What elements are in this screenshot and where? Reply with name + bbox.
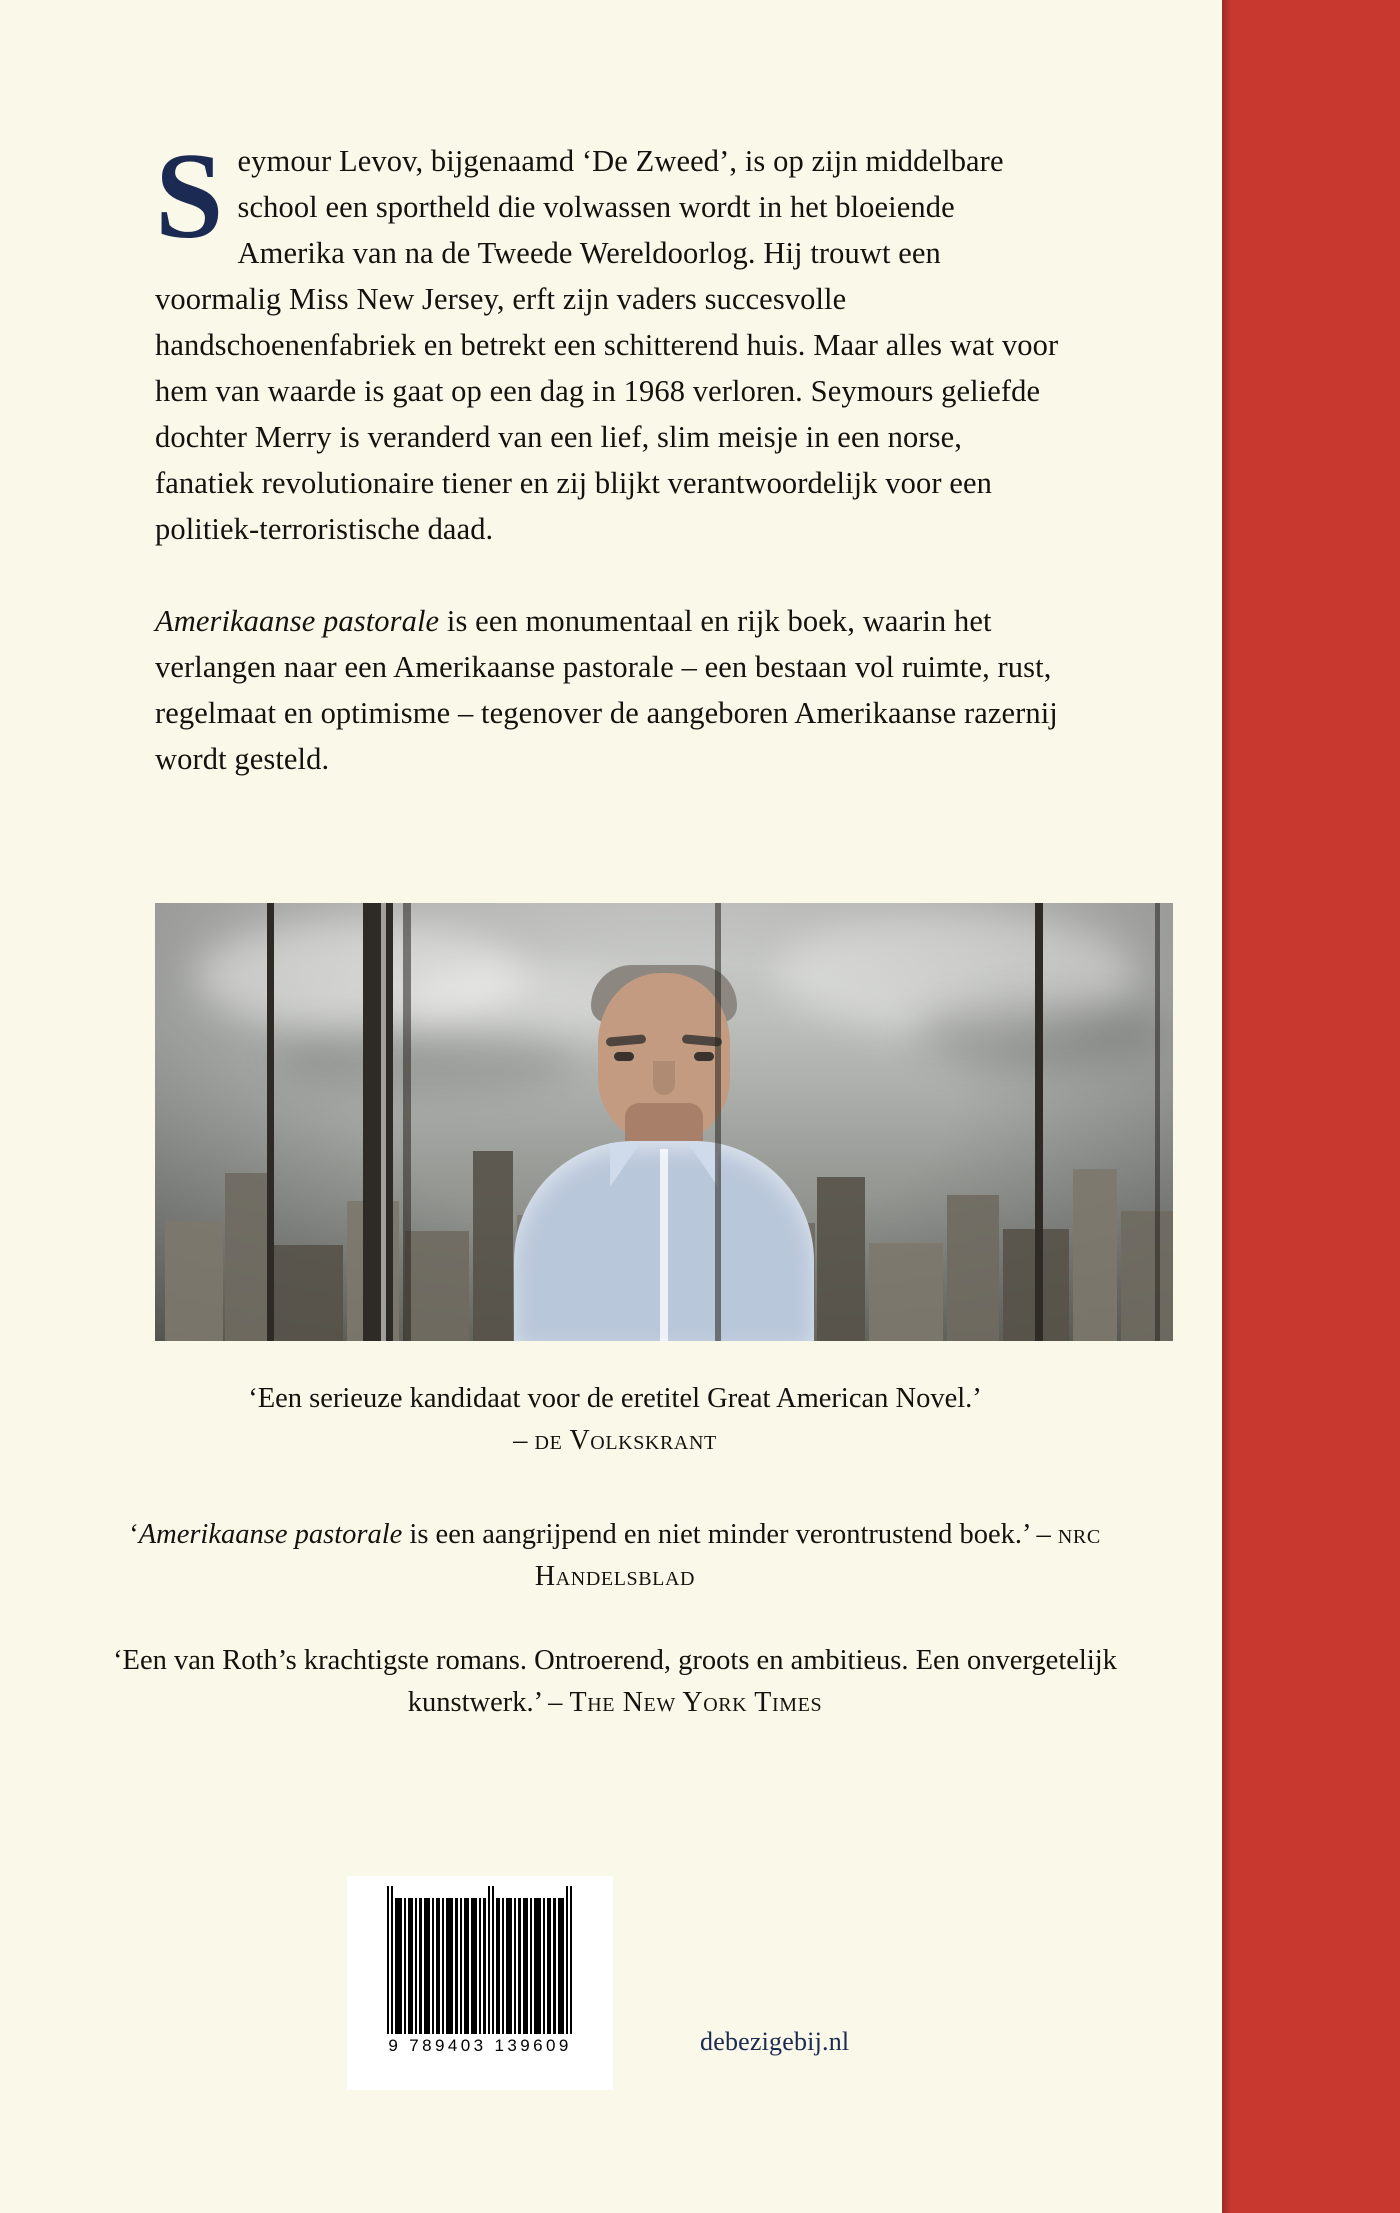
barcode: [347, 1876, 613, 2090]
drop-cap: S: [155, 127, 224, 264]
book-title-italic: Amerikaanse pastorale: [155, 604, 440, 638]
author-figure: [514, 1011, 814, 1341]
shirt-shape: [514, 1141, 814, 1341]
author-photo-image: [155, 903, 1173, 1341]
window-mullion: [403, 903, 411, 1341]
window-mullion: [1035, 903, 1043, 1341]
quote-volkskrant-attribution: [100, 1420, 1130, 1462]
quote-dash: –: [513, 1425, 528, 1456]
window-mullion: [715, 903, 721, 1341]
window-mullion: [1155, 903, 1160, 1341]
blurb-block: [155, 127, 1068, 822]
quote-nrc-text: is een aangrijpend en niet minder verontrustend boek.’: [402, 1519, 1030, 1550]
building-shape: [473, 1151, 513, 1341]
quote-nyt-source: The New York Times: [569, 1687, 823, 1718]
building-shape: [947, 1195, 999, 1341]
collar-shape: [688, 1143, 718, 1187]
barcode-isbn: 9 789403 139609: [388, 2036, 572, 2055]
barcode-bars: [387, 1898, 574, 2034]
publisher-website[interactable]: debezigebij.nl: [700, 2027, 850, 2056]
building-shape: [273, 1245, 343, 1341]
book-spine: [1222, 0, 1400, 2213]
building-shape: [1121, 1211, 1173, 1341]
quote-volkskrant-text: ‘Een serieuze kandidaat voor de eretitel Great American Novel.’: [248, 1383, 982, 1414]
spine-shadow: [1222, 0, 1232, 2213]
quote-nyt-text: ‘Een van Roth’s krachtigste romans. Ontroerend, groots en ambitieus. Een onvergetelijk kunstwerk.’: [113, 1645, 1117, 1718]
window-mullion: [363, 903, 393, 1341]
eye-shape: [614, 1052, 634, 1061]
collar-shape: [610, 1143, 640, 1187]
window-glare: [381, 903, 386, 1341]
building-shape: [165, 1221, 223, 1341]
quote-volkskrant-source: de Volkskrant: [534, 1425, 717, 1456]
building-shape: [817, 1177, 865, 1341]
quote-dash: –: [1036, 1519, 1051, 1550]
blurb-paragraph-2-text: is een monumentaal en rijk boek, waarin het verlangen naar een Amerikaanse pastorale – een bestaan vol ruimte, rust, regelmaat en optimisme – tegenover de aangeboren Amerikaanse razernij wordt gesteld.: [155, 604, 1058, 776]
building-shape: [1073, 1169, 1117, 1341]
building-shape: [405, 1231, 469, 1341]
blurb-paragraph-1-text: eymour Levov, bijgenaamd ‘De Zweed’, is op zijn middelbare school een sportheld die volwassen wordt in het bloeiende Amerika van na de Tweede Wereldoorlog. Hij trouwt een voormalig Miss New Jersey, erft zijn vaders succesvolle handschoenenfabriek en betrekt een schitterend huis. Maar alles wat voor hem van waarde is gaat op een dag in 1968 verloren. Seymours geliefde dochter Merry is veranderd van een lief, slim meisje in een norse, fanatiek revolutionaire tiener en zij blijkt verantwoordelijk voor een politiek-terroristische daad.: [155, 144, 1059, 546]
quote-nrc-source: nrc Handelsblad: [534, 1519, 1101, 1592]
window-mullion: [267, 903, 274, 1341]
quote-nrc: [100, 1514, 1130, 1598]
nose-shape: [653, 1061, 675, 1095]
building-shape: [225, 1173, 269, 1341]
building-shape: [869, 1243, 943, 1341]
blurb-paragraph-2: [155, 598, 1068, 782]
quote-dash: –: [548, 1687, 563, 1718]
author-photo: [155, 903, 1173, 1341]
quote-nrc-open: ‘: [129, 1519, 139, 1550]
quote-volkskrant: [100, 1378, 1130, 1462]
eye-shape: [694, 1052, 714, 1061]
press-quotes: [100, 1378, 1130, 1760]
quote-nrc-title: Amerikaanse pastorale: [138, 1519, 403, 1550]
blurb-paragraph-1: [155, 127, 1068, 552]
quote-nyt: [100, 1640, 1130, 1724]
